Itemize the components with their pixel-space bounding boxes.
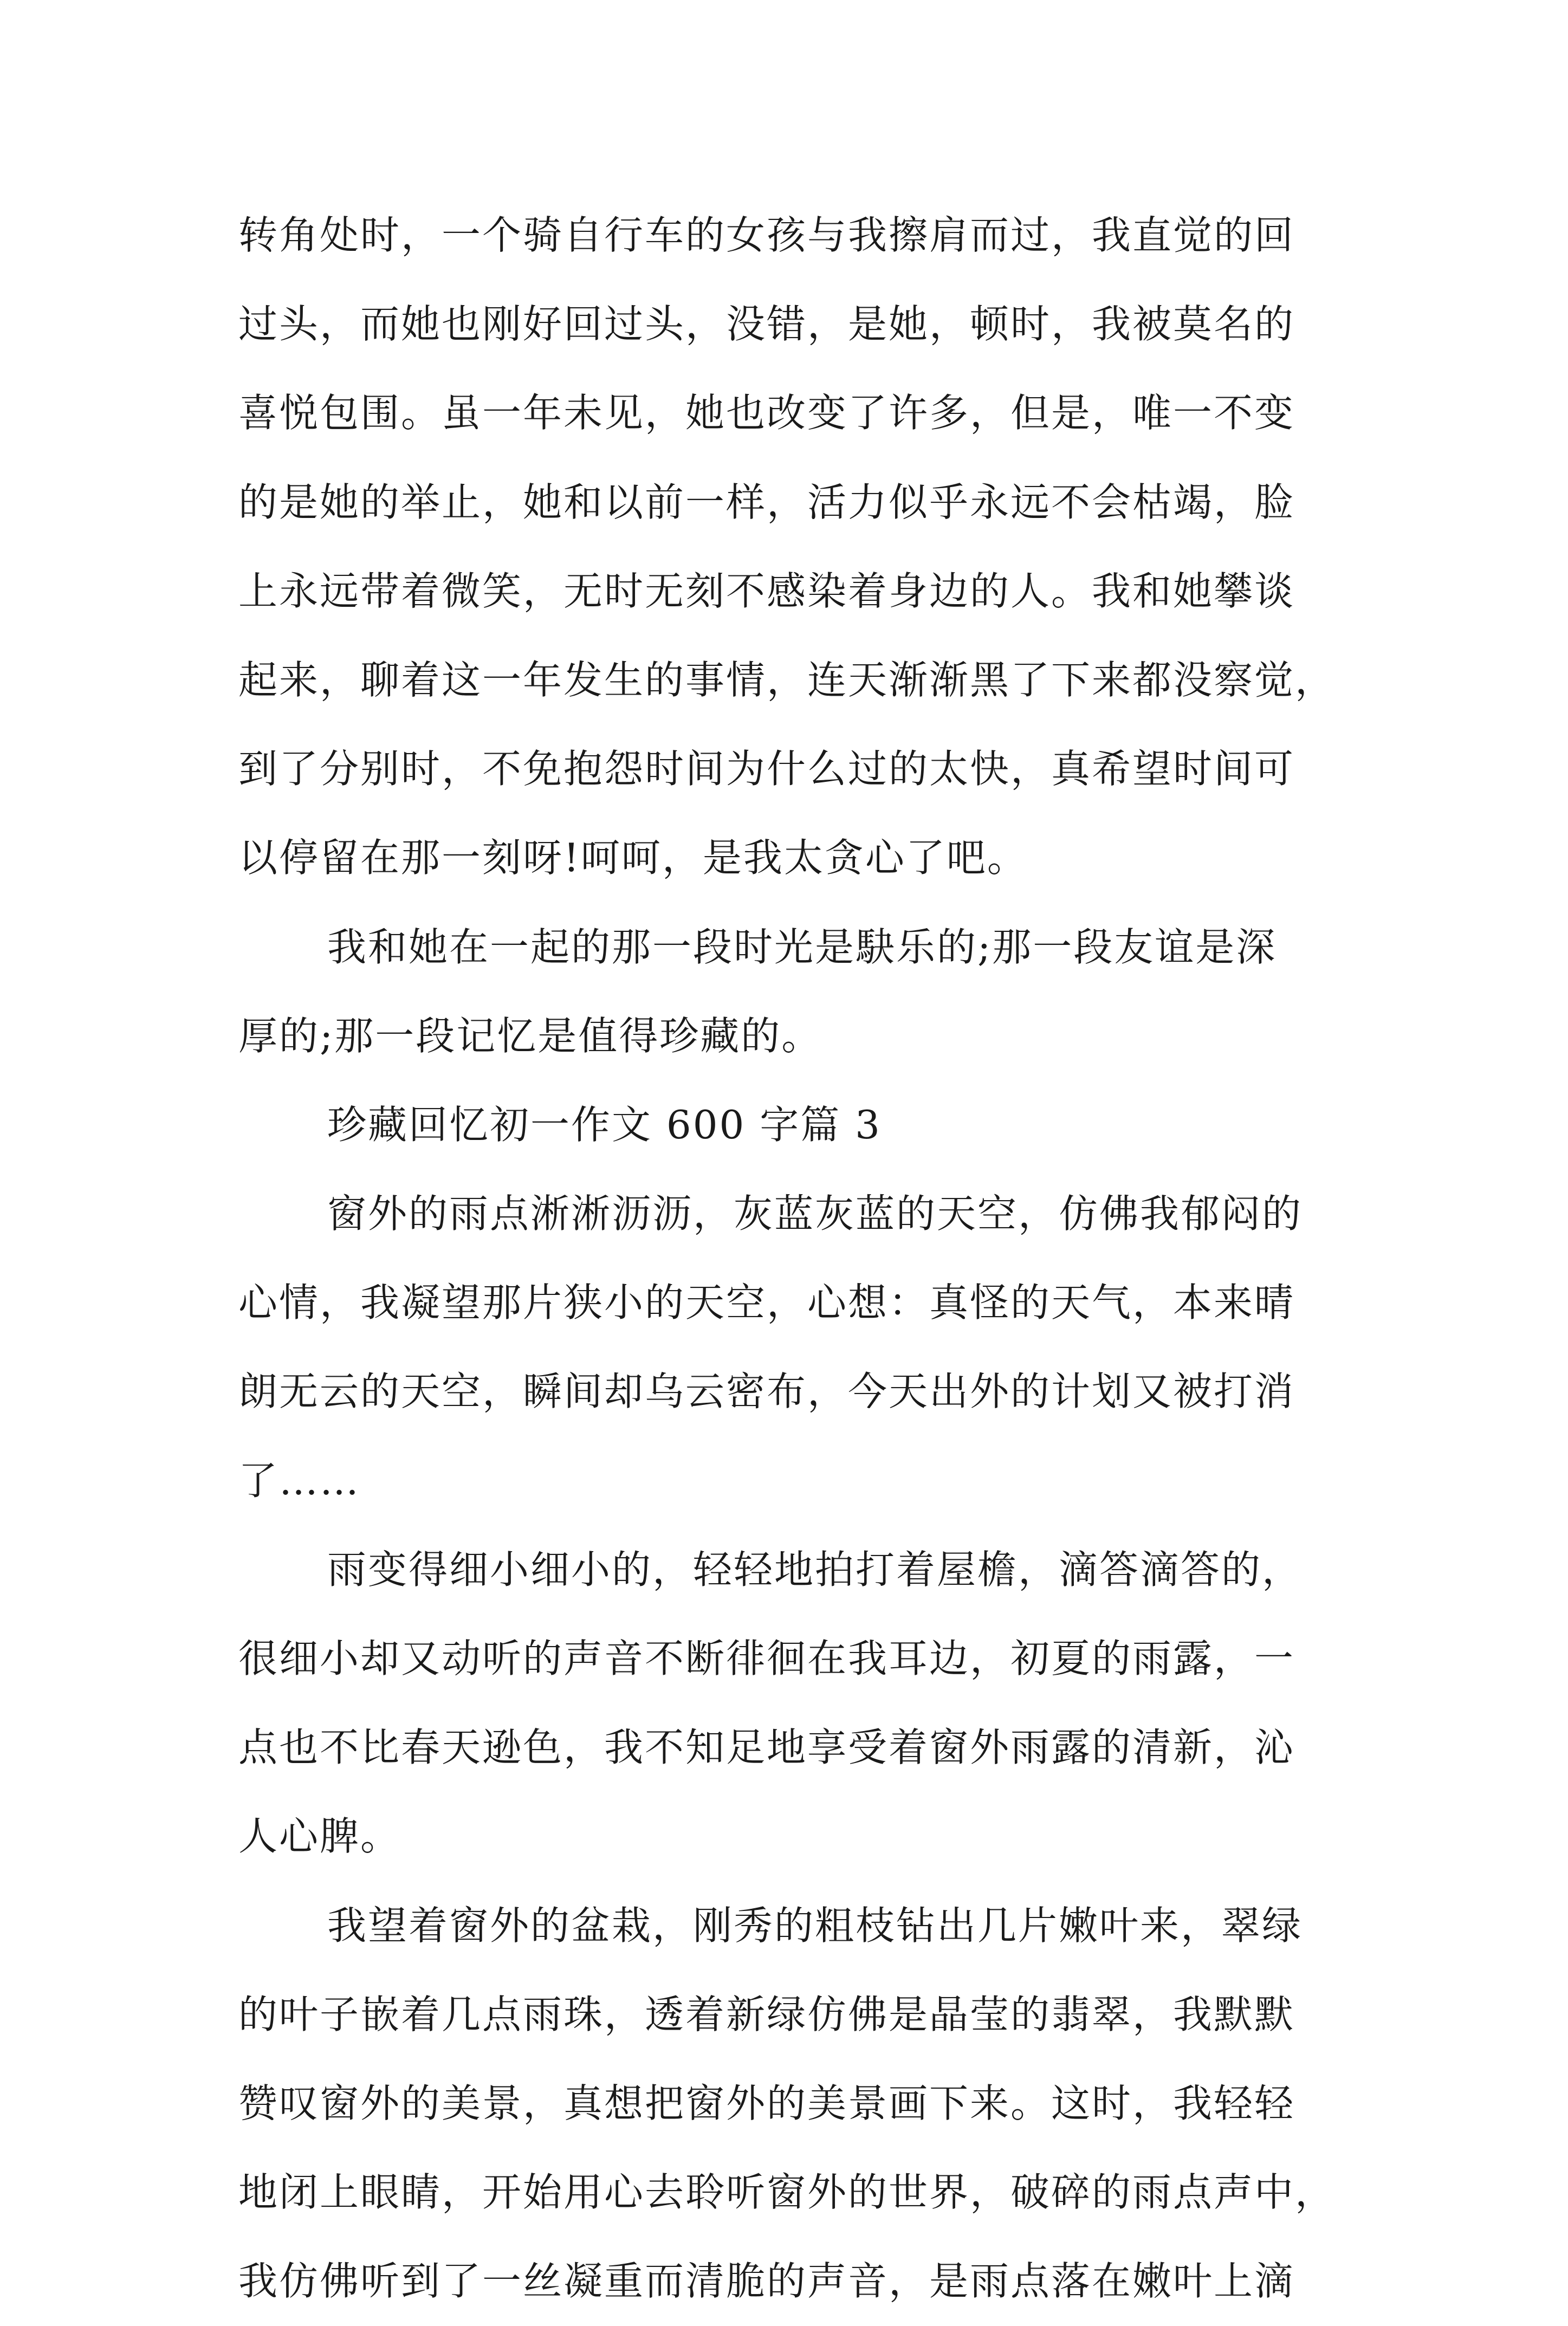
section-heading: 珍藏回忆初一作文 600 字篇 3 (327, 1102, 882, 1148)
text-line: 赞叹窗外的美景，真想把窗外的美景画下来。这时，我轻轻 (238, 2080, 1295, 2126)
document-body (238, 191, 1365, 2326)
text-line: 转角处时，一个骑自行车的女孩与我擦肩而过，我直觉的回 (238, 212, 1295, 258)
text-line: 上永远带着微笑，无时无刻不感染着身边的人。我和她攀谈 (238, 568, 1295, 614)
text-line: 心情，我凝望那片狭小的天空，心想：真怪的天气，本来晴 (238, 1280, 1295, 1326)
text-line: 我仿佛听到了一丝凝重而清脆的声音，是雨点落在嫩叶上滴 (238, 2258, 1295, 2304)
text-line: 喜悦包围。虽一年未见，她也改变了许多，但是，唯一不变 (238, 390, 1295, 436)
text-line: 朗无云的天空，瞬间却乌云密布，今天出外的计划又被打消 (238, 1369, 1295, 1415)
text-line: 到了分别时，不免抱怨时间为什么过的太快，真希望时间可 (238, 746, 1295, 792)
text-line: 起来，聊着这一年发生的事情，连天渐渐黑了下来都没察觉， (238, 657, 1336, 703)
text-line: 窗外的雨点淅淅沥沥，灰蓝灰蓝的天空，仿佛我郁闷的 (327, 1191, 1303, 1237)
text-line: 点也不比春天逊色，我不知足地享受着窗外雨露的清新，沁 (238, 1725, 1295, 1771)
text-line: 雨变得细小细小的，轻轻地拍打着屋檐，滴答滴答的， (327, 1546, 1303, 1592)
text-line: 的是她的举止，她和以前一样，活力似乎永远不会枯竭，脸 (238, 479, 1295, 525)
text-line: 过头，而她也刚好回过头，没错，是她，顿时，我被莫名的 (238, 301, 1295, 347)
text-line: 我和她在一起的那一段时光是駃乐的;那一段友谊是深 (327, 924, 1277, 970)
text-line: 人心脾。 (238, 1813, 401, 1859)
text-line: 厚的;那一段记忆是值得珍藏的。 (238, 1013, 822, 1059)
text-line: 我望着窗外的盆栽，刚秀的粗枝钻出几片嫩叶来，翠绿 (327, 1902, 1303, 1948)
text-line: 了…… (238, 1457, 361, 1504)
text-line: 很细小却又动听的声音不断徘徊在我耳边，初夏的雨露，一 (238, 1636, 1295, 1681)
text-line: 地闭上眼睛，开始用心去聆听窗外的世界，破碎的雨点声中， (238, 2169, 1336, 2215)
text-line: 以停留在那一刻呀!呵呵，是我太贪心了吧。 (238, 835, 1028, 881)
text-line: 的叶子嵌着几点雨珠，透着新绿仿佛是晶莹的翡翠，我默默 (238, 1991, 1295, 2037)
